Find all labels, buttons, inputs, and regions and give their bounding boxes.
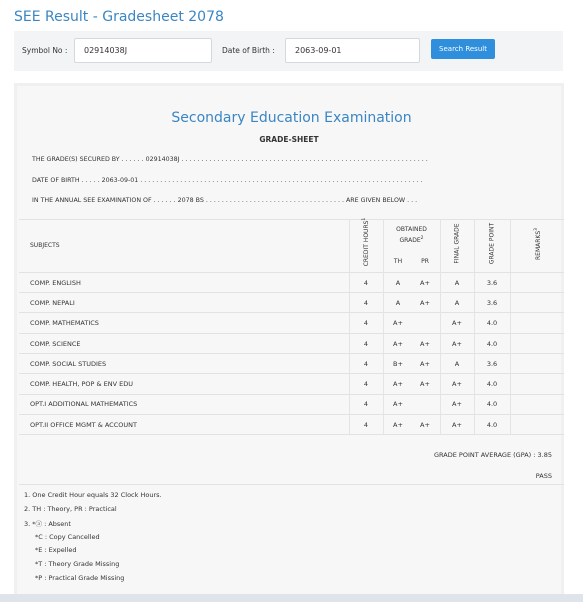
pr-grade: A+ [420, 340, 430, 348]
final-grade: A+ [452, 380, 462, 388]
gpa-text: GRADE POINT AVERAGE (GPA) : 3.85 [434, 451, 552, 459]
secured-by-line: THE GRADE(S) SECURED BY . . . . . . 02914038J . . . . . . . . . . . . . . . . . . . . . . . . . . . . . . . . . . . . . . . . . . . . . . . . . . . . . . . . . . . . . . [32, 156, 428, 163]
grade-point: 4.0 [486, 400, 498, 408]
result-status: PASS [535, 472, 552, 480]
final-grade: A [454, 279, 460, 287]
final-grade: A+ [452, 340, 462, 348]
th-grade: A+ [393, 380, 403, 388]
footnote: 2. TH : Theory, PR : Practical [24, 505, 117, 513]
search-result-button[interactable]: Search Result [431, 39, 495, 59]
grade-point: 3.6 [486, 279, 498, 287]
subject-name: COMP. SCIENCE [30, 340, 81, 348]
pr-grade: A+ [420, 299, 430, 307]
symbol-label: Symbol No : [22, 46, 68, 55]
th-grade: A+ [393, 319, 403, 327]
dob-input[interactable]: 2063-09-01 [285, 38, 420, 63]
pr-grade: A+ [420, 380, 430, 388]
footnote: *E : Expelled [35, 546, 77, 554]
th-grade: A [395, 279, 401, 287]
grade-header: GRADE$^2$ [399, 236, 424, 244]
pr-grade: A+ [420, 360, 430, 368]
credit-hours: 4 [363, 279, 369, 287]
bottom-bar [0, 594, 583, 602]
final-grade: A [454, 299, 460, 307]
th-grade: B+ [393, 360, 403, 368]
subject-name: OPT.II OFFICE MGMT & ACCOUNT [30, 421, 137, 429]
pr-grade: A+ [420, 279, 430, 287]
footnote: 3. *ⓐ : Absent [24, 520, 71, 528]
subject-name: COMP. NEPALI [30, 299, 75, 307]
subject-name: COMP. HEALTH, POP & ENV EDU [30, 380, 133, 388]
exam-title: Secondary Education Examination [171, 110, 412, 126]
credit-hours: 4 [363, 299, 369, 307]
credit-hours-header: CREDIT HOURS$^1$ [362, 217, 370, 267]
grade-point: 3.6 [486, 299, 498, 307]
footnote: *T : Theory Grade Missing [35, 560, 120, 568]
subject-name: COMP. MATHEMATICS [30, 319, 99, 327]
remarks-header: REMARKS$^3$ [534, 227, 542, 261]
grade-point: 4.0 [486, 340, 498, 348]
exam-year-line: IN THE ANNUAL SEE EXAMINATION OF . . . . . . 2078 BS . . . . . . . . . . . . . . . . . . . . . . . . . . . . . . . . . . . ARE GIVEN BELOW . . . [32, 197, 418, 204]
grade-point: 4.0 [486, 319, 498, 327]
credit-hours: 4 [363, 360, 369, 368]
grade-point: 3.6 [486, 360, 498, 368]
final-grade: A+ [452, 319, 462, 327]
credit-hours: 4 [363, 380, 369, 388]
grade-point-header: GRADE POINT [488, 222, 496, 265]
symbol-input[interactable]: 02914038J [74, 38, 212, 63]
credit-hours: 4 [363, 319, 369, 327]
page-title: SEE Result - Gradesheet 2078 [14, 9, 224, 25]
search-form [14, 31, 563, 71]
subject-name: OPT.I ADDITIONAL MATHEMATICS [30, 400, 138, 408]
th-grade: A+ [393, 400, 403, 408]
subjects-header: SUBJECTS [30, 242, 60, 249]
th-header: TH [393, 258, 403, 265]
th-grade: A+ [393, 421, 403, 429]
dob-line: DATE OF BIRTH . . . . . 2063-09-01 . . . . . . . . . . . . . . . . . . . . . . . . . . . . . . . . . . . . . . . . . . . . . . . . . . . . . . . . . . . . . . . . . . . . . . . [32, 177, 423, 184]
credit-hours: 4 [363, 400, 369, 408]
final-grade: A+ [452, 400, 462, 408]
final-grade: A+ [452, 421, 462, 429]
credit-hours: 4 [363, 421, 369, 429]
pr-grade: A+ [420, 421, 430, 429]
subject-name: COMP. ENGLISH [30, 279, 81, 287]
final-grade: A [454, 360, 460, 368]
th-grade: A+ [393, 340, 403, 348]
credit-hours: 4 [363, 340, 369, 348]
th-grade: A [395, 299, 401, 307]
subject-name: COMP. SOCIAL STUDIES [30, 360, 107, 368]
final-grade-header: FINAL GRADE [453, 223, 461, 264]
pr-header: PR [421, 258, 429, 265]
footnote: 1. One Credit Hour equals 32 Clock Hours. [24, 491, 162, 499]
obtained-header: OBTAINED [396, 226, 427, 233]
footnote: *C : Copy Cancelled [35, 533, 100, 541]
gradesheet-title: GRADE-SHEET [259, 135, 319, 144]
dob-label: Date of Birth : [222, 46, 275, 55]
grade-point: 4.0 [486, 421, 498, 429]
footnote: *P : Practical Grade Missing [35, 574, 125, 582]
grade-point: 4.0 [486, 380, 498, 388]
